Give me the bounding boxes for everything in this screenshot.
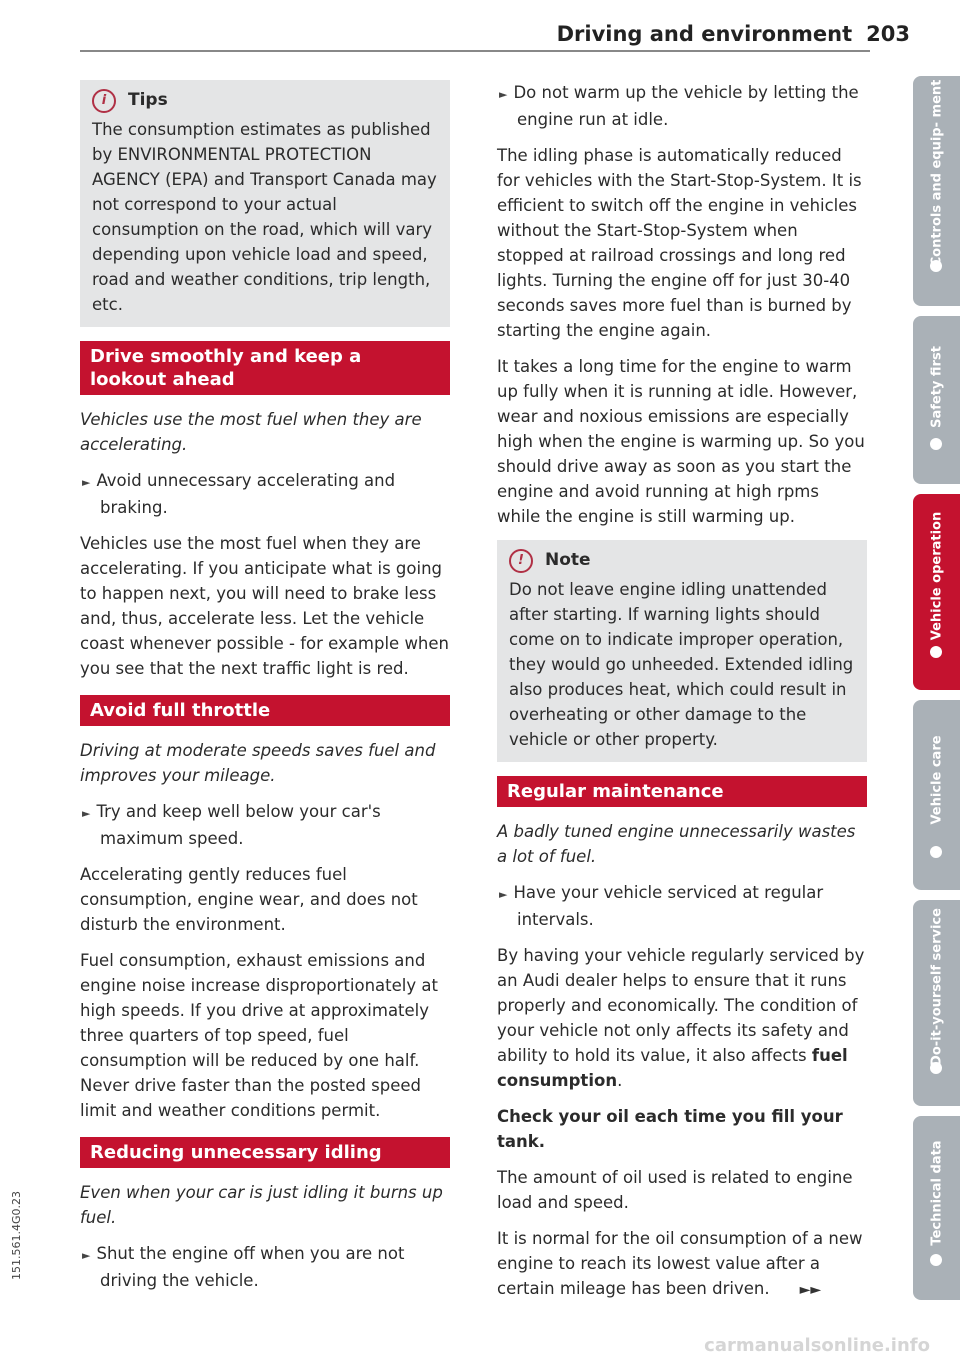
paragraph: The amount of oil used is related to engine load and speed.: [497, 1168, 853, 1212]
tab-dot-icon: [930, 1254, 942, 1266]
tips-header: [92, 88, 438, 113]
bullet-arrow-icon: ►: [82, 1249, 91, 1262]
header-divider: [80, 50, 870, 52]
continue-arrow-icon: ►►: [799, 1282, 822, 1298]
bullet-arrow-icon: ►: [82, 807, 91, 820]
note-box: [497, 540, 867, 762]
tab-safety-first[interactable]: Safety first: [913, 316, 960, 484]
paragraph: It is normal for the oil consumption of a new engine to reach its lowest value after a certain mileage has been driven. ►►: [497, 1229, 863, 1298]
tips-box: [80, 80, 450, 327]
tab-dot-icon: [930, 846, 942, 858]
paragraph: Fuel consumption, exhaust emissions and engine noise increase disproportionately at high speeds. If you drive at approximately three quarters of top speed, fuel consumption will be reduced by one half. Never drive faster than the posted speed limit and weather conditions permit.: [80, 951, 438, 1120]
info-icon: i: [92, 89, 116, 113]
section-heading-drive-smoothly: Drive smoothly and keep a lookout ahead: [80, 341, 450, 395]
tab-vehicle-care[interactable]: Vehicle care: [913, 700, 960, 890]
tab-dot-icon: [930, 438, 942, 450]
paragraph: Vehicles use the most fuel when they are accelerating. If you anticipate what is going to happen next, you will need to brake less and, thus, accelerate less. Let the vehicle coast whenever possible - for example when you see that the next traffic light is red.: [80, 534, 450, 678]
bullet-arrow-icon: ►: [499, 888, 508, 901]
note-header: [509, 548, 855, 573]
paragraph: Accelerating gently reduces fuel consumption, engine wear, and does not disturb the environment.: [80, 865, 418, 934]
bullet-item: ► Try and keep well below your car's maximum speed.: [82, 802, 381, 848]
page-number: 203: [866, 22, 910, 46]
bold-line: Check your oil each time you fill your tank.: [497, 1107, 843, 1151]
section-heading-maintenance: Regular maintenance: [497, 776, 867, 807]
bullet-item: ► Shut the engine off when you are not driving the vehicle.: [82, 1244, 405, 1290]
section-intro: Vehicles use the most fuel when they are accelerating.: [80, 410, 422, 454]
tab-technical-data[interactable]: Technical data: [913, 1116, 960, 1300]
page-header: [0, 22, 910, 46]
section-heading-idling: Reducing unnecessary idling: [80, 1137, 450, 1168]
tips-title: Tips: [128, 90, 168, 110]
tab-dot-icon: [930, 646, 942, 658]
margin-code: 151.561.4G0.23: [10, 1191, 23, 1280]
watermark: carmanualsonline.info: [704, 1335, 930, 1356]
bullet-item: ► Avoid unnecessary accelerating and braking.: [82, 471, 396, 517]
note-title: Note: [545, 550, 591, 570]
bullet-arrow-icon: ►: [499, 88, 508, 101]
right-column: [497, 80, 867, 1314]
tips-text: The consumption estimates as published by ENVIRONMENTAL PROTECTION AGENCY (EPA) and Transport Canada may not correspond to your actual consumption on the road, which will vary depending upon vehicle load and speed, road and weather conditions, trip length, etc.: [92, 120, 437, 314]
paragraph: The idling phase is automatically reduced for vehicles with the Start-Stop-System. It is efficient to switch off the engine in vehicles without the Start-Stop-System when stopped at railroad crossings and long red lights. Turning the engine off for just 30-40 seconds saves more fuel than is burned by starting the engine again.: [497, 146, 862, 340]
bullet-item: ► Do not warm up the vehicle by letting the engine run at idle.: [499, 83, 859, 129]
paragraph: By having your vehicle regularly serviced by an Audi dealer helps to ensure that it runs properly and economically. The condition of your vehicle not only affects its safety and ability to hold its value, it also affects fuel consumption.: [497, 946, 865, 1090]
tab-do-it-yourself[interactable]: Do-it-yourself service: [913, 900, 960, 1106]
bullet-item: ► Have your vehicle serviced at regular intervals.: [499, 883, 824, 929]
paragraph: It takes a long time for the engine to warm up fully when it is running at idle. However, wear and noxious emissions are especially high when the engine is warming up. So you should drive away as soon as you start the engine and avoid running at high rpms while the engine is still warming up.: [497, 357, 865, 526]
section-intro: A badly tuned engine unnecessarily wastes a lot of fuel.: [497, 822, 856, 866]
note-text: Do not leave engine idling unattended after starting. If warning lights should come on to indicate improper operation, they would go unheeded. Extended idling also produces heat, which could result in overheating or other damage to the vehicle or other property.: [509, 580, 854, 749]
tab-controls-equipment[interactable]: Controls and equip- ment: [913, 76, 960, 306]
bullet-arrow-icon: ►: [82, 476, 91, 489]
tab-vehicle-operation[interactable]: Vehicle operation: [913, 494, 960, 690]
section-title: Driving and environment: [556, 22, 853, 46]
section-intro: Even when your car is just idling it burns up fuel.: [80, 1183, 443, 1227]
note-icon: !: [509, 549, 533, 573]
left-column: [80, 80, 450, 1304]
section-intro: Driving at moderate speeds saves fuel and improves your mileage.: [80, 741, 436, 785]
section-heading-full-throttle: Avoid full throttle: [80, 695, 450, 726]
